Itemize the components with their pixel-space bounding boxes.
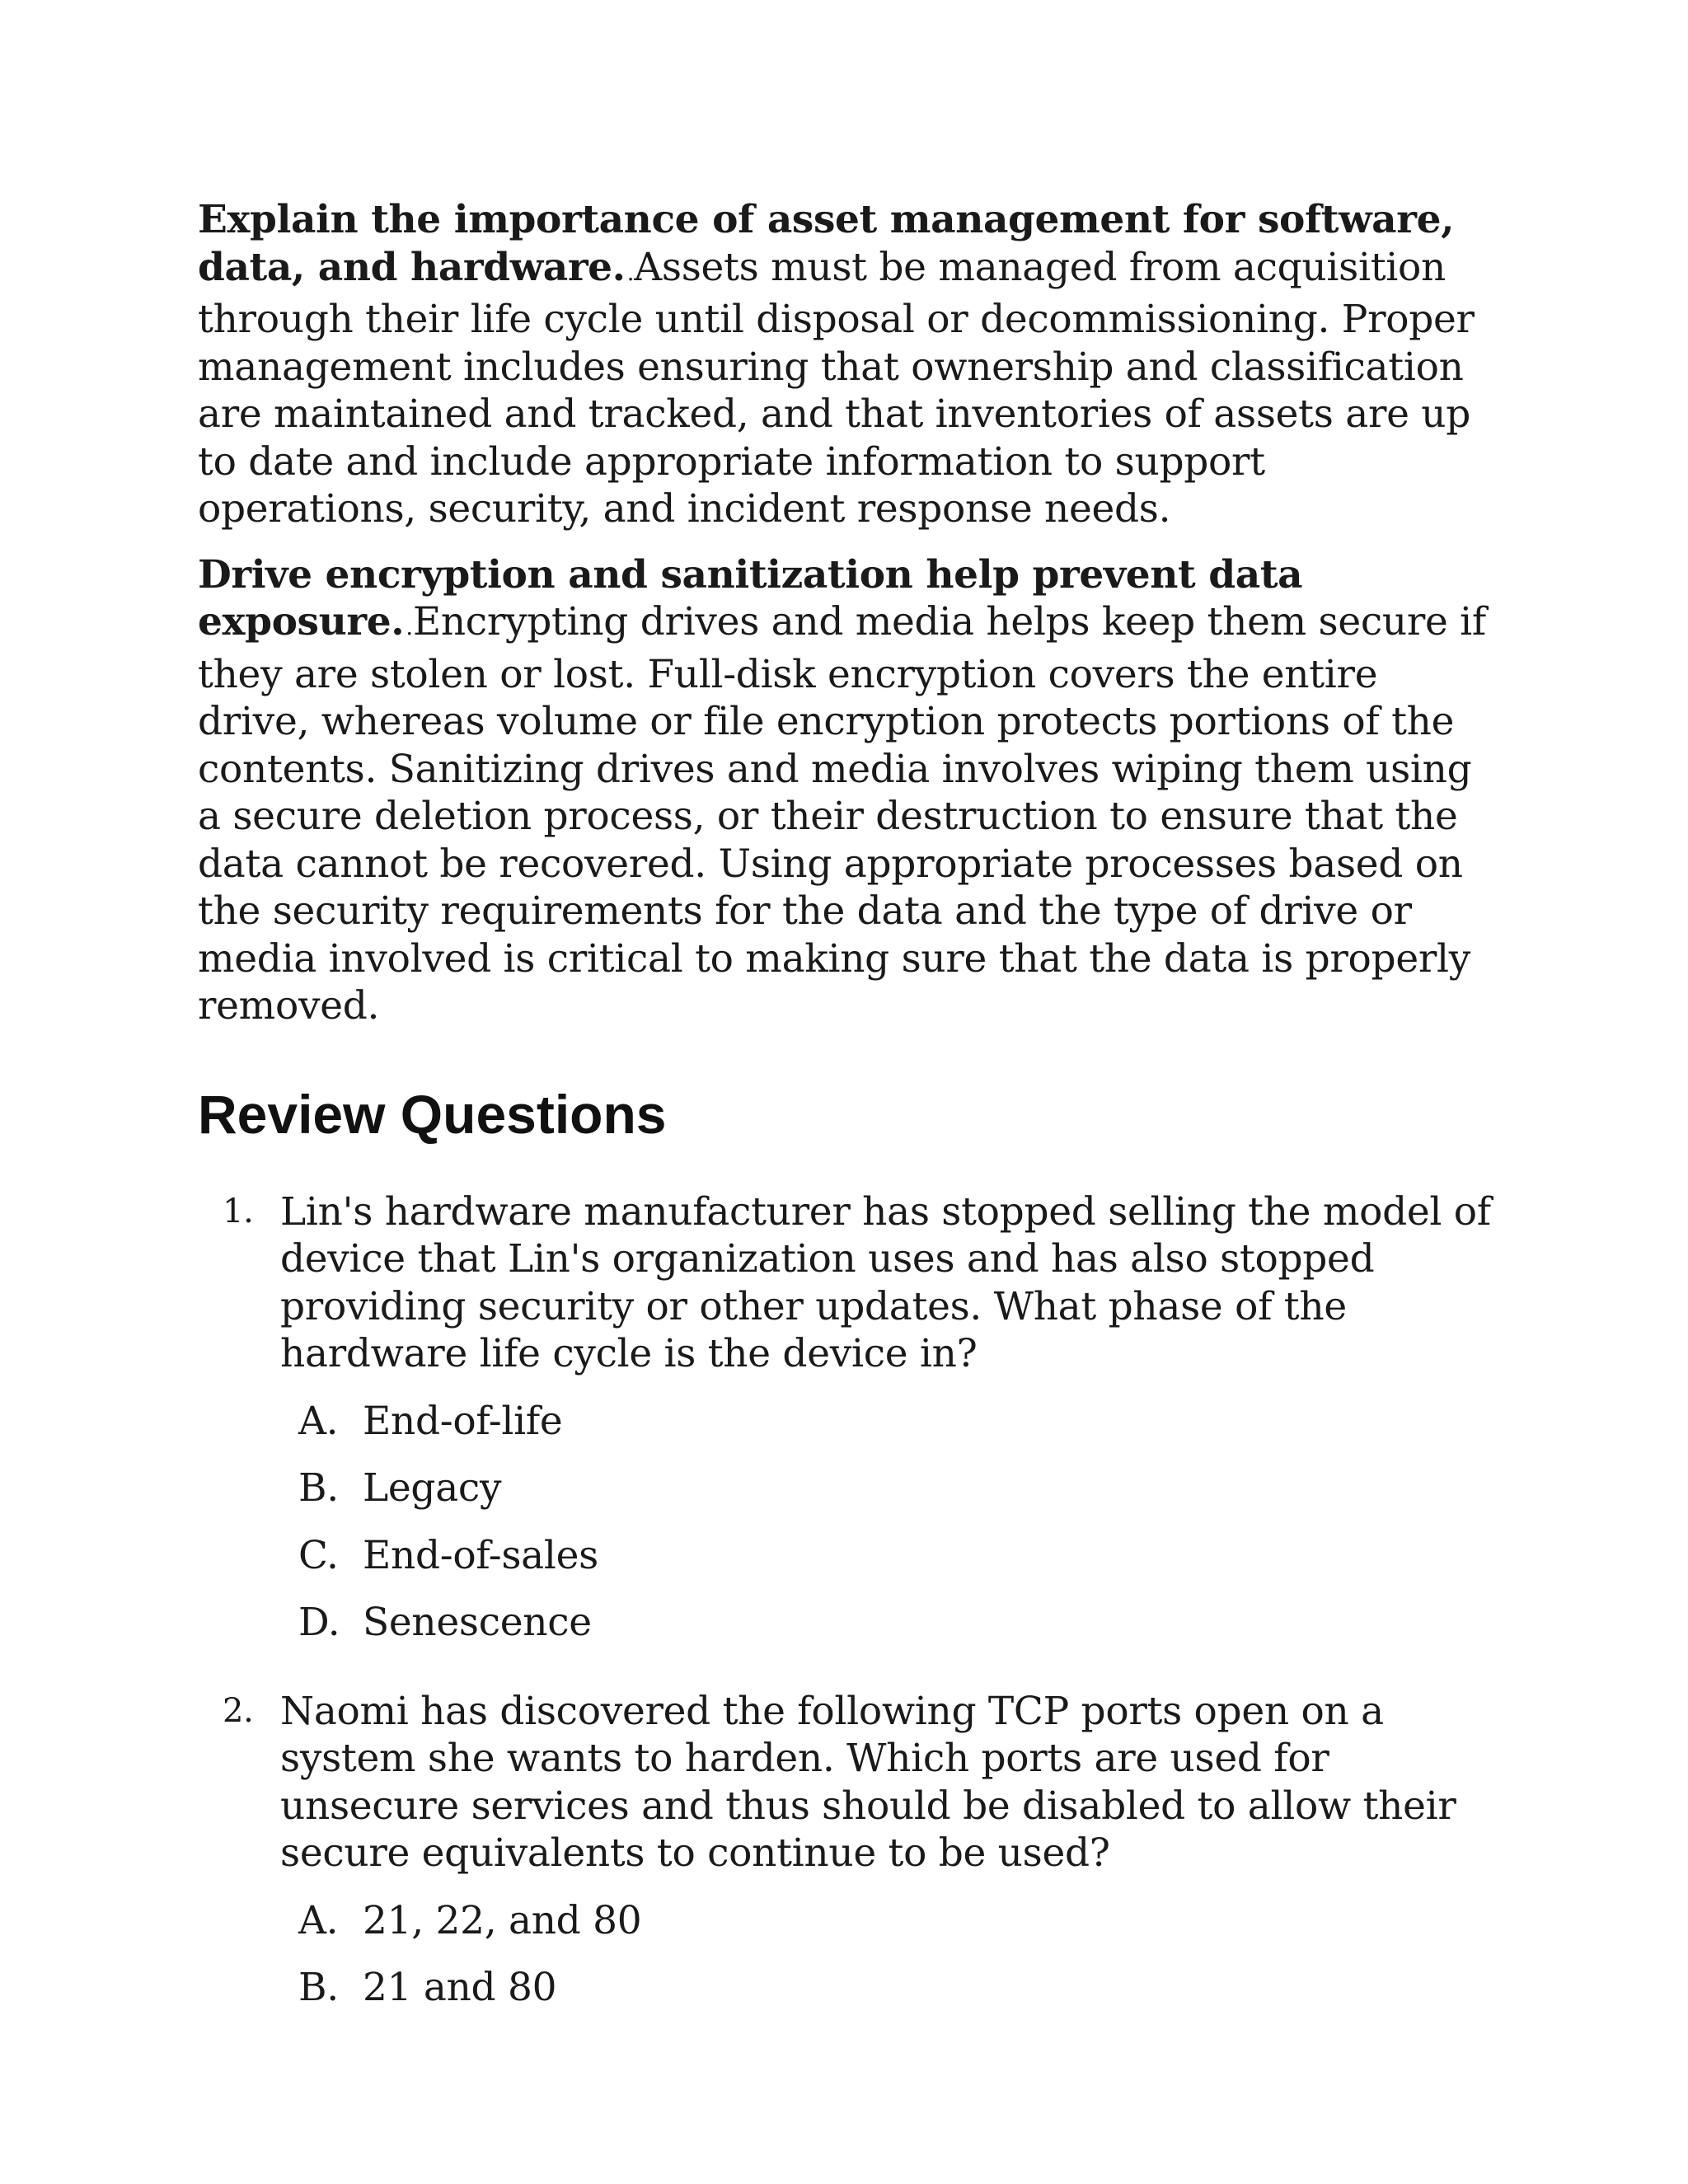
choice-letter: A. [298,1398,339,1444]
question-number: 2. [223,1691,254,1730]
choice-text: End-of-sales [363,1532,598,1578]
answer-choice [280,1897,1492,1945]
paragraph-body: Encrypting drives and media helps keep them secure if they are stolen or lost. Full-disk encryption covers the entire drive, whereas volume or file encryption protects portions of the contents. Sanitizing drives and media involves wiping them using a secure deletion process, or their destruction to ensure that the data cannot be recovered. Using appropriate processes based on the security requirements for the data and the type of drive or media involved is critical to making sure that the data is properly removed. [198,599,1486,1029]
choice-letter: D. [298,1600,340,1645]
answer-choices [280,1897,1492,2012]
choice-letter: C. [298,1532,339,1578]
answer-choice [280,1465,1492,1512]
answer-choices [280,1398,1492,1647]
choice-letter: B. [298,1465,339,1511]
answer-choice [280,1398,1492,1446]
choice-letter: B. [298,1965,339,2010]
question-number: 1. [223,1192,254,1230]
answer-choice [280,1532,1492,1580]
question-text: Naomi has discovered the following TCP ports open on a system she wants to harden. Which ports are used for unsecure services and thus should be disabled to allow their secure equivalents to continue to be used? [280,1688,1456,1876]
choice-text: End-of-life [363,1398,563,1444]
section-heading: Review Questions [198,1083,667,1145]
review-questions-list [198,1188,1492,2012]
summary-paragraph-drive-encryption [198,551,1492,1030]
paragraph-body: Assets must be managed from acquisition through their life cycle until disposal or decommissioning. Proper management includes ensuring that ownership and classification are maintained and tracked, and that inventories of assets are up to date and include appropriate information to support operations, security, and incident response needs. [198,244,1475,532]
paragraph-marker: . [626,258,635,286]
document-page [198,196,1492,2012]
paragraph-title: Drive encryption and sanitization help prevent data exposure. [198,551,1303,644]
choice-text: Senescence [363,1600,592,1645]
choice-text: Legacy [363,1465,502,1511]
choice-text: 21 and 80 [363,1965,557,2010]
summary-paragraph-asset-management [198,196,1492,533]
paragraph-marker: . [406,613,413,640]
question-text: Lin's hardware manufacturer has stopped selling the model of device that Lin's organization uses and has also stopped providing security or other updates. What phase of the hardware life cycle is the device in? [280,1188,1491,1376]
answer-choice [280,1964,1492,2012]
answer-choice [280,1599,1492,1647]
question-item [198,1688,1492,2012]
choice-letter: A. [298,1897,339,1943]
paragraph-title: Explain the importance of asset management for software, data, and hardware. [198,197,1455,290]
question-item [198,1188,1492,1647]
choice-text: 21, 22, and 80 [363,1897,642,1943]
